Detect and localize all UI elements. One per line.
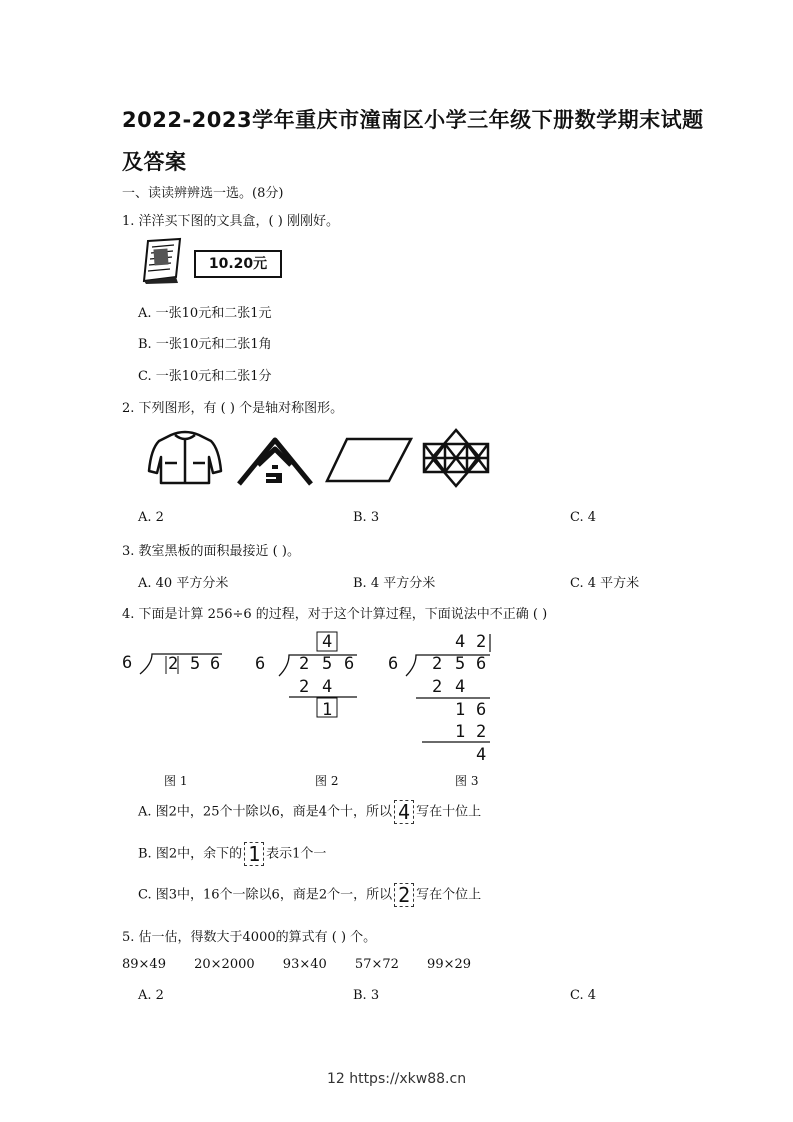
fig3-digit: 2 bbox=[432, 654, 443, 674]
fig3-quotient: 2 bbox=[476, 632, 487, 652]
fig3-digit: 5 bbox=[455, 654, 466, 674]
q2-option-a: A. 2 bbox=[138, 510, 164, 525]
fig2-digit: 2 bbox=[299, 677, 310, 697]
q4-option-c bbox=[138, 883, 481, 907]
fig3-caption: 图 3 bbox=[455, 774, 479, 788]
fig2-digit: 5 bbox=[322, 654, 333, 674]
jacket-figure bbox=[145, 427, 225, 487]
fig1-divisor: 6 bbox=[122, 653, 133, 673]
question-4: 4. 下面是计算 256÷6 的过程，对于这个计算过程，下面说法中不正确 ( ) bbox=[122, 607, 548, 622]
q5-expressions bbox=[122, 957, 471, 972]
fig1-digit: 6 bbox=[210, 654, 221, 674]
page-footer: 12 https://xkw88.cn bbox=[326, 1071, 467, 1087]
expression: 89×49 bbox=[122, 957, 166, 972]
question-1: 1. 洋洋买下图的文具盒，( ) 刚刚好。 bbox=[122, 214, 339, 229]
q2-option-c: C. 4 bbox=[570, 510, 597, 525]
q4-option-c-suffix: 写在个位上 bbox=[416, 887, 482, 903]
fig3-digit: 1 bbox=[455, 722, 466, 742]
q5-option-c: C. 4 bbox=[570, 988, 597, 1003]
question-2: 2. 下列图形，有 ( ) 个是轴对称图形。 bbox=[122, 401, 344, 416]
q3-option-c: C. 4 平方米 bbox=[570, 576, 640, 591]
q1-option-a: A. 一张10元和二张1元 bbox=[138, 306, 272, 321]
fig2-digit: 2 bbox=[299, 654, 310, 674]
fig1-digit: 2 bbox=[168, 654, 179, 674]
price-tag: 10.20元 bbox=[194, 250, 282, 278]
fig2-divisor: 6 bbox=[255, 654, 266, 674]
fig2-digit: 6 bbox=[344, 654, 355, 674]
q4-option-b-suffix: 表示1个一 bbox=[266, 846, 327, 862]
expression: 57×72 bbox=[354, 957, 399, 972]
fig3-digit: 6 bbox=[476, 700, 487, 720]
fig2-lines bbox=[255, 630, 365, 722]
page-title-continued: 及答案 bbox=[122, 150, 187, 174]
fig3-digit: 1 bbox=[455, 700, 466, 720]
q4-option-a-suffix: 写在十位上 bbox=[416, 804, 482, 820]
tent-figure bbox=[236, 435, 314, 487]
section-heading: 一、读读辨辨选一选。(8分) bbox=[122, 186, 284, 201]
fig2-caption: 图 2 bbox=[315, 774, 339, 788]
question-5: 5. 估一估，得数大于4000的算式有 ( ) 个。 bbox=[122, 930, 377, 945]
q4-option-b-box: 1 bbox=[244, 842, 264, 866]
fig3-digit: 2 bbox=[476, 722, 487, 742]
expression: 93×40 bbox=[282, 957, 327, 972]
fig3-digit: 2 bbox=[432, 677, 443, 697]
fig2-digit: 4 bbox=[322, 677, 333, 697]
q2-option-b: B. 3 bbox=[353, 510, 380, 525]
fig3-divisor: 6 bbox=[388, 654, 399, 674]
fig1-digit: 5 bbox=[190, 654, 201, 674]
q4-option-b bbox=[138, 842, 326, 866]
question-3: 3. 教室黑板的面积最接近 ( )。 bbox=[122, 544, 300, 559]
q4-option-a-text: A. 图2中，25个十除以6，商是4个十，所以 bbox=[138, 804, 393, 820]
fig3-quotient: 4 bbox=[455, 632, 466, 652]
q1-option-c: C. 一张10元和二张1分 bbox=[138, 369, 272, 384]
expression: 20×2000 bbox=[194, 957, 255, 972]
q3-option-b: B. 4 平方分米 bbox=[353, 576, 436, 591]
q4-option-c-box: 2 bbox=[394, 883, 414, 907]
q5-option-a: A. 2 bbox=[138, 988, 164, 1003]
q4-option-a-box: 4 bbox=[394, 800, 414, 824]
parallelogram-figure bbox=[325, 437, 413, 483]
q1-option-b: B. 一张10元和二张1角 bbox=[138, 337, 272, 352]
q4-option-b-text: B. 图2中，余下的 bbox=[138, 846, 243, 862]
page-title: 2022-2023学年重庆市潼南区小学三年级下册数学期末试题 bbox=[122, 108, 704, 132]
q4-option-c-text: C. 图3中，16个一除以6，商是2个一，所以 bbox=[138, 887, 393, 903]
pencil-box-image bbox=[140, 237, 184, 285]
q4-option-a bbox=[138, 800, 481, 824]
fig1-caption: 图 1 bbox=[164, 774, 188, 788]
q5-option-b: B. 3 bbox=[353, 988, 380, 1003]
fig2-remainder: 1 bbox=[322, 700, 333, 720]
expression: 99×29 bbox=[427, 957, 472, 972]
fig2-quotient: 4 bbox=[322, 632, 333, 652]
q3-option-a: A. 40 平方分米 bbox=[138, 576, 229, 591]
fig3-remainder: 4 bbox=[476, 745, 487, 765]
lattice-figure bbox=[420, 428, 492, 488]
fig3-digit: 6 bbox=[476, 654, 487, 674]
fig3-digit: 4 bbox=[455, 677, 466, 697]
